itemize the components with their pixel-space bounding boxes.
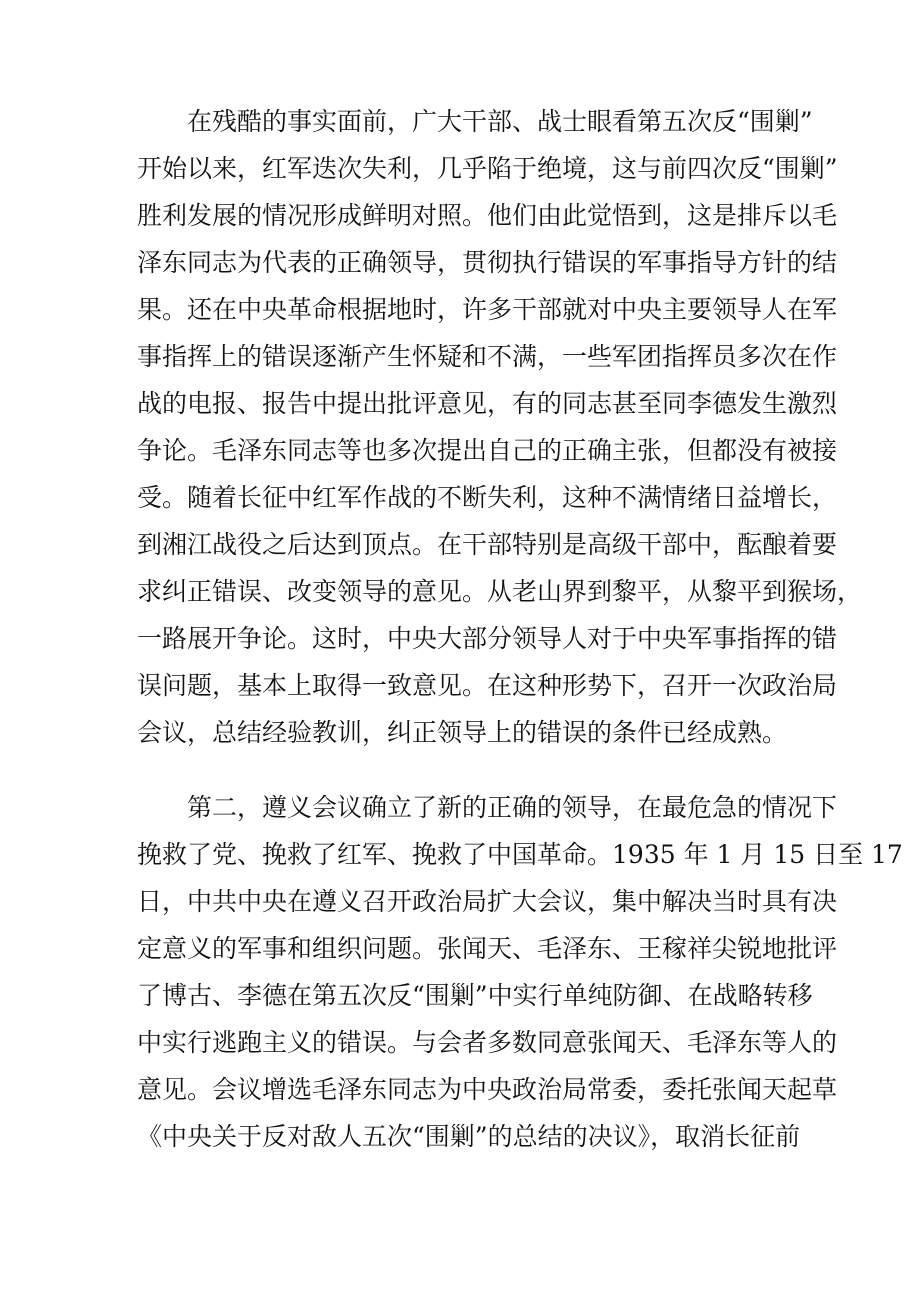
paragraph-line: 胜利发展的情况形成鲜明对照。他们由此觉悟到，这是排斥以毛 — [137, 201, 838, 230]
paragraph-line: 战的电报、报告中提出批评意见，有的同志甚至同李德发生激烈 — [137, 389, 838, 418]
paragraph-line: 挽救了党、挽救了红军、挽救了中国革命。1935 年 1 月 15 日至 17 — [137, 840, 903, 869]
paragraph-2 — [137, 784, 903, 1160]
paragraph-line: 日，中共中央在遵义召开政治局扩大会议，集中解决当时具有决 — [137, 887, 838, 916]
paragraph-line: 果。还在中央革命根据地时，许多干部就对中央主要领导人在军 — [137, 295, 838, 324]
paragraph-line: 开始以来，红军迭次失利，几乎陷于绝境，这与前四次反“围剿” — [137, 154, 838, 183]
paragraph-line: 一路展开争论。这时，中央大部分领导人对于中央军事指挥的错 — [137, 624, 838, 653]
paragraph-line: 意见。会议增选毛泽东同志为中央政治局常委，委托张闻天起草 — [137, 1075, 838, 1104]
paragraph-line: 了博古、李德在第五次反“围剿”中实行单纯防御、在战略转移 — [137, 981, 813, 1010]
paragraph-line: 会议，总结经验教训，纠正领导上的错误的条件已经成熟。 — [137, 718, 788, 747]
document-page — [137, 98, 903, 1160]
paragraph-line: 定意义的军事和组织问题。张闻天、毛泽东、王稼祥尖锐地批评 — [137, 934, 838, 963]
paragraph-line: 受。随着长征中红军作战的不断失利，这种不满情绪日益增长， — [137, 483, 838, 512]
paragraph-line: 到湘江战役之后达到顶点。在干部特别是高级干部中，酝酿着要 — [137, 530, 838, 559]
paragraph-line: 泽东同志为代表的正确领导，贯彻执行错误的军事指导方针的结 — [137, 248, 838, 277]
paragraph-line: 中实行逃跑主义的错误。与会者多数同意张闻天、毛泽东等人的 — [137, 1028, 838, 1057]
paragraph-1 — [137, 98, 863, 756]
paragraph-line: 第二，遵义会议确立了新的正确的领导，在最危急的情况下 — [137, 793, 838, 822]
paragraph-line: 求纠正错误、改变领导的意见。从老山界到黎平，从黎平到猴场， — [137, 577, 863, 606]
paragraph-line: 在残酷的事实面前，广大干部、战士眼看第五次反“围剿” — [137, 107, 813, 136]
paragraph-line: 《中央关于反对敌人五次“围剿”的总结的决议》，取消长征前 — [137, 1122, 801, 1151]
paragraph-line: 事指挥上的错误逐渐产生怀疑和不满，一些军团指挥员多次在作 — [137, 342, 838, 371]
paragraph-line: 误问题，基本上取得一致意见。在这种形势下，召开一次政治局 — [137, 671, 838, 700]
paragraph-line: 争论。毛泽东同志等也多次提出自己的正确主张，但都没有被接 — [137, 436, 838, 465]
